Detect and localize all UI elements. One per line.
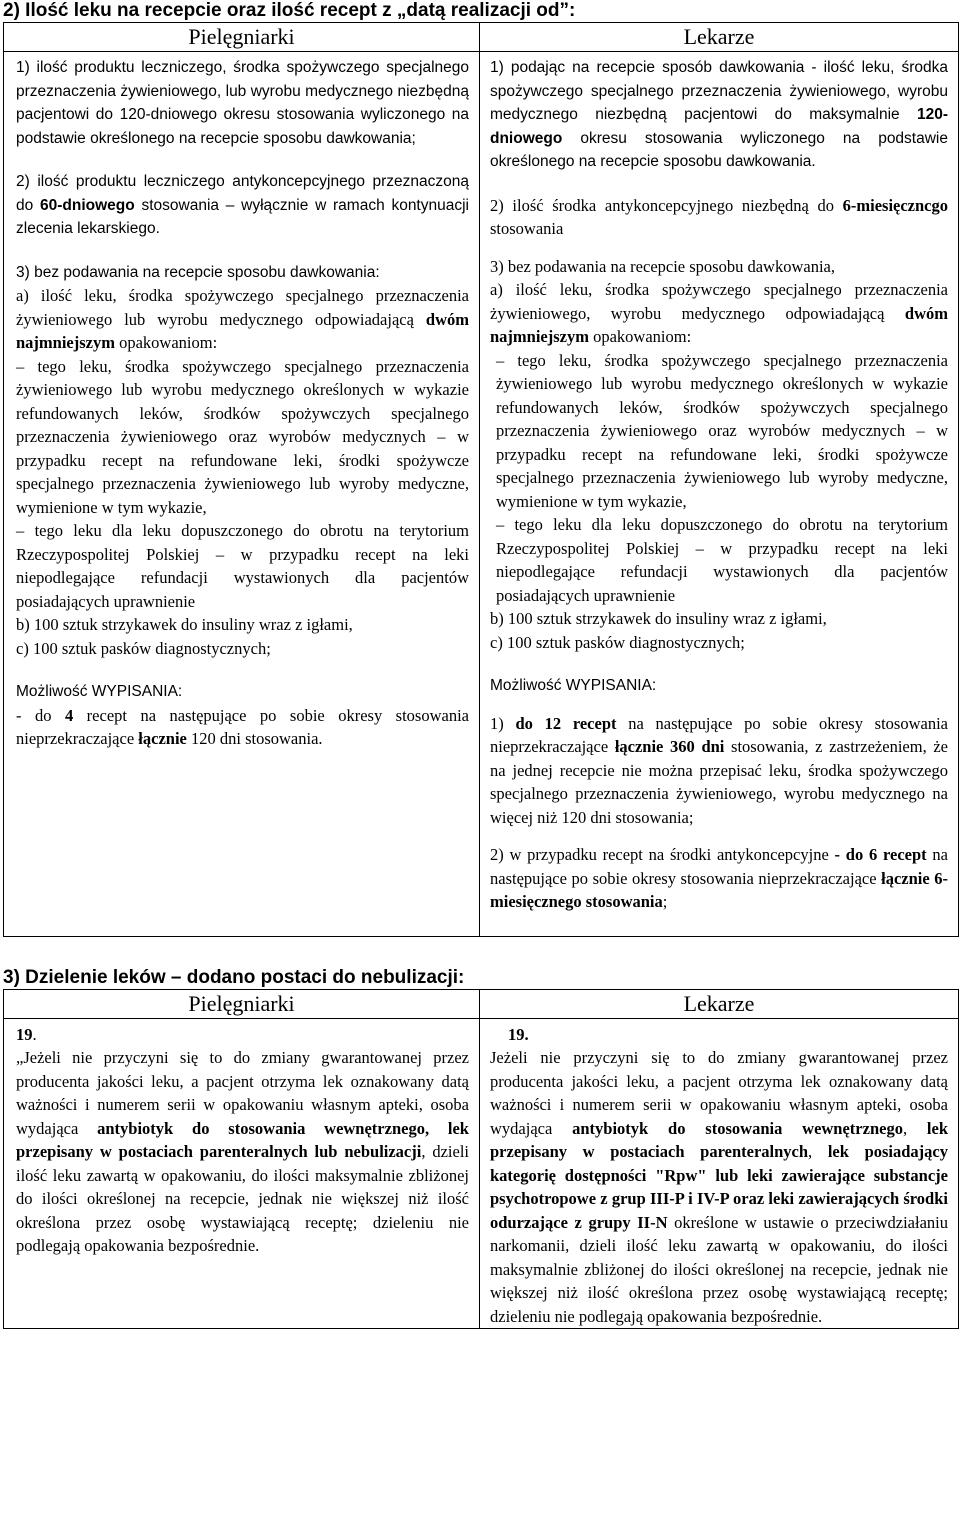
bold-span: antybiotyk do stosowania wewnętrznego bbox=[572, 1118, 903, 1138]
doctors-point-3c: c) 100 sztuk pasków diagnostycznych; bbox=[490, 632, 745, 652]
bold-span: 120-dniowego bbox=[490, 106, 948, 147]
section-3-header-row bbox=[4, 989, 959, 1018]
bold-span: dwóm najmniejszym bbox=[490, 303, 948, 346]
doctors-cell bbox=[480, 1018, 959, 1329]
doctors-paragraph-number: 19. bbox=[508, 1024, 529, 1044]
column-header-nurses: Pielęgniarki bbox=[4, 23, 480, 52]
text-span: , bbox=[808, 1142, 828, 1161]
bold-span: do 12 recept bbox=[515, 713, 617, 733]
bold-span: 60-dniowego bbox=[40, 196, 135, 214]
text-span: 2) w przypadku recept na środki antykoncepcyjne bbox=[490, 845, 835, 864]
section-3-body-row bbox=[4, 1018, 959, 1329]
section-3-title: 3) Dzielenie leków – dodano postaci do nebulizacji: bbox=[3, 966, 465, 988]
nurses-point-1: 1) ilość produktu leczniczego, środka spożywczego specjalnego przeznaczenia żywieniowego, lub wyrobu medycznego niezbędną pacjentowi do 120-dniowego okresu stosowania wyliczonego na podstawie określonego na recepcie sposobu dawkowania; bbox=[16, 59, 469, 147]
bold-span: 6-miesięczncgo bbox=[842, 195, 948, 215]
text-span: określone w ustawie o przeciwdziałaniu narkomanii, dzieli ilość leku zawartą w opakowaniu, do ilości maksymalnie zbliżonej do ilości określonej na recepcie, jednak nie większej niż ilość określona przez osobę wystawiającą receptę; dzieleniu nie podlegają opakowania bezpośrednie. bbox=[490, 1212, 948, 1326]
text-span: stosowania – wyłącznie w ramach kontynuacji zlecenia lekarskiego. bbox=[16, 196, 469, 237]
nurses-point-3-heading: 3) bez podawania na recepcie sposobu dawkowania: bbox=[16, 263, 380, 281]
text-span: na następujące po sobie okresy stosowania nieprzekraczające bbox=[490, 713, 948, 756]
doctors-point-3-heading: 3) bez podawania na recepcie sposobu dawkowania, bbox=[490, 256, 835, 276]
doctors-possibility-1 bbox=[490, 712, 948, 830]
text-span: a) ilość leku, środka spożywczego specjalnego przeznaczenia żywieniowego lub wyrobu medycznego odpowiadającą bbox=[16, 286, 469, 329]
bold-span: łącznie 360 dni bbox=[614, 737, 725, 756]
text-span: okresu stosowania wyliczonego na podstawie określonego na recepcie sposobu dawkowania. bbox=[490, 129, 948, 170]
section-3-table bbox=[3, 989, 959, 1330]
text-span: , bbox=[902, 1118, 927, 1138]
nurses-point-3-dash-2: – tego leku dla leku dopuszczonego do obrotu na terytorium Rzeczypospolitej Polskiej – w przypadku recept na leki niepodlegające refundacji wystawionych dla pacjentów posiadających uprawnienie bbox=[16, 521, 469, 611]
bold-span: lek przepisany w postaciach parenteralnych bbox=[490, 1118, 948, 1161]
doctors-point-1 bbox=[490, 56, 948, 174]
doctors-point-3-dash-1: – tego leku, środka spożywczego specjalnego przeznaczenia żywieniowego lub wyrobu medycznego określonych w wykazie refundowanych leków, środków spożywczych specjalnego przeznaczenia żywieniowego oraz wyrobów medycznych – w przypadku recept na refundowane leki, środki spożywcze specjalnego przeznaczenia żywieniowego lub wyroby medyczne, wymienione w tym wykazie, bbox=[496, 350, 948, 511]
text-span: ; bbox=[662, 892, 668, 911]
text-span: recept na następujące po sobie okresy stosowania nieprzekraczające bbox=[16, 705, 469, 748]
column-header-nurses: Pielęgniarki bbox=[4, 989, 480, 1018]
nurses-paragraph-text bbox=[16, 1046, 469, 1258]
bold-span: antybiotyk do stosowania wewnętrznego, lek przepisany w postaciach parenteralnych lub nebulizacji bbox=[16, 1118, 469, 1161]
text-span: opakowaniom: bbox=[588, 327, 692, 346]
column-header-doctors: Lekarze bbox=[480, 23, 959, 52]
text-span: 1) podając na recepcie sposób dawkowania - ilość leku, środka spożywczego specjalnego przeznaczenia żywieniowego, wyrobu medycznego niezbędną pacjentowi do maksymalnie bbox=[490, 59, 948, 123]
text-span: „Jeżeli nie przyczyni się to do zmiany gwarantowanej przez producenta jakości leku, a pacjent otrzyma lek oznakowany datą ważności i numerem serii w opakowaniu własnym apteki, osoba wydająca bbox=[16, 1048, 469, 1138]
doctors-possibility-2 bbox=[490, 843, 948, 914]
text-span: 2) ilość produktu leczniczego antykoncepcyjnego przeznaczoną do bbox=[16, 173, 469, 214]
column-header-doctors: Lekarze bbox=[480, 989, 959, 1018]
nurses-paragraph-number bbox=[16, 1023, 469, 1047]
nurses-cell bbox=[4, 52, 480, 937]
section-spacer bbox=[0, 937, 960, 967]
bold-span: 4 bbox=[64, 705, 74, 725]
nurses-point-3-dash-1: – tego leku, środka spożywczego specjalnego przeznaczenia żywieniowego lub wyrobu medycznego określonych w wykazie refundowanych leków, środków spożywczych specjalnego przeznaczenia żywieniowego oraz wyrobów medycznych – w przypadku recept na refundowane leki, środki spożywcze specjalnego przeznaczenia żywieniowego lub wyroby medyczne, wymienione w tym wykazie, bbox=[16, 356, 469, 517]
text-span: , dzieli ilość leku zawartą w opakowaniu, do ilości maksymalnie zbliżonej do ilości określonej na recepcie, jednak nie większej niż ilość określona przez osobę wystawiającą receptę; dzieleniu nie podlegają opakowania bezpośrednie. bbox=[16, 1142, 469, 1255]
doctors-possibility-heading: Możliwość WYPISANIA: bbox=[490, 677, 657, 694]
section-2-body-row bbox=[4, 52, 959, 937]
section-2-table bbox=[3, 22, 959, 937]
nurses-point-3c: c) 100 sztuk pasków diagnostycznych; bbox=[16, 638, 271, 658]
text-span: a) ilość leku, środka spożywczego specjalnego przeznaczenia żywieniowego, wyrobu medycznego odpowiadającą bbox=[490, 280, 948, 323]
text-span: 120 dni stosowania. bbox=[186, 729, 323, 748]
section-2-title: 2) Ilość leku na recepcie oraz ilość recept z „datą realizacji od”: bbox=[3, 0, 576, 21]
doctors-point-3-dash-2: – tego leku dla leku dopuszczonego do obrotu na terytorium Rzeczypospolitej Polskiej – w przypadku recept na leki niepodlegające refundacji wystawionych dla pacjentów posiadających uprawnienie bbox=[496, 515, 948, 605]
bold-span: 19 bbox=[16, 1024, 33, 1044]
nurses-cell bbox=[4, 1018, 480, 1329]
nurses-possibility-text bbox=[16, 704, 469, 751]
doctors-point-3a bbox=[490, 278, 948, 349]
text-span: 2) ilość środka antykoncepcyjnego niezbędną do bbox=[490, 195, 843, 215]
text-span: . bbox=[32, 1024, 37, 1044]
text-span: na następujące po sobie okresy stosowania nieprzekraczające bbox=[490, 845, 948, 888]
text-span: - do bbox=[16, 705, 65, 725]
text-span: Jeżeli nie przyczyni się to do zmiany gwarantowanej przez producenta jakości leku, a pacjent otrzyma lek oznakowany datą ważności i numerem serii w opakowaniu własnym apteki, osoba wydająca bbox=[490, 1048, 948, 1138]
doctors-point-2 bbox=[490, 194, 948, 241]
bold-span: lek posiadający kategorię dostępności "Rpw" lub leki zawierające substancje psychotropowe z grup III-P i IV-P oraz leki zawierających środki odurzające z grupy II-N bbox=[490, 1142, 949, 1232]
text-span: stosowania bbox=[490, 219, 564, 238]
bold-span: - do 6 recept bbox=[834, 845, 927, 864]
nurses-point-3b: b) 100 sztuk strzykawek do insuliny wraz z igłami, bbox=[16, 615, 353, 634]
nurses-point-2 bbox=[16, 170, 469, 241]
bold-span: łącznie bbox=[138, 729, 187, 748]
text-span: stosowania, z zastrzeżeniem, że na jednej recepcie nie można przepisać leku, środka spożywczego specjalnego przeznaczenia żywieniowego, wyrobu medycznego na więcej niż 120 dni stosowania; bbox=[490, 737, 948, 827]
bold-span: łącznie 6-miesięcznego stosowania bbox=[490, 868, 948, 911]
text-span: 1) bbox=[490, 713, 516, 733]
doctors-paragraph-text bbox=[490, 1046, 948, 1328]
nurses-possibility-heading: Możliwość WYPISANIA: bbox=[16, 683, 183, 700]
bold-span: dwóm najmniejszym bbox=[16, 309, 469, 352]
doctors-point-3b: b) 100 sztuk strzykawek do insuliny wraz z igłami, bbox=[490, 609, 827, 628]
text-span: opakowaniom: bbox=[114, 333, 218, 352]
nurses-point-3a bbox=[16, 284, 469, 355]
doctors-cell bbox=[480, 52, 959, 937]
section-2-header-row bbox=[4, 23, 959, 52]
